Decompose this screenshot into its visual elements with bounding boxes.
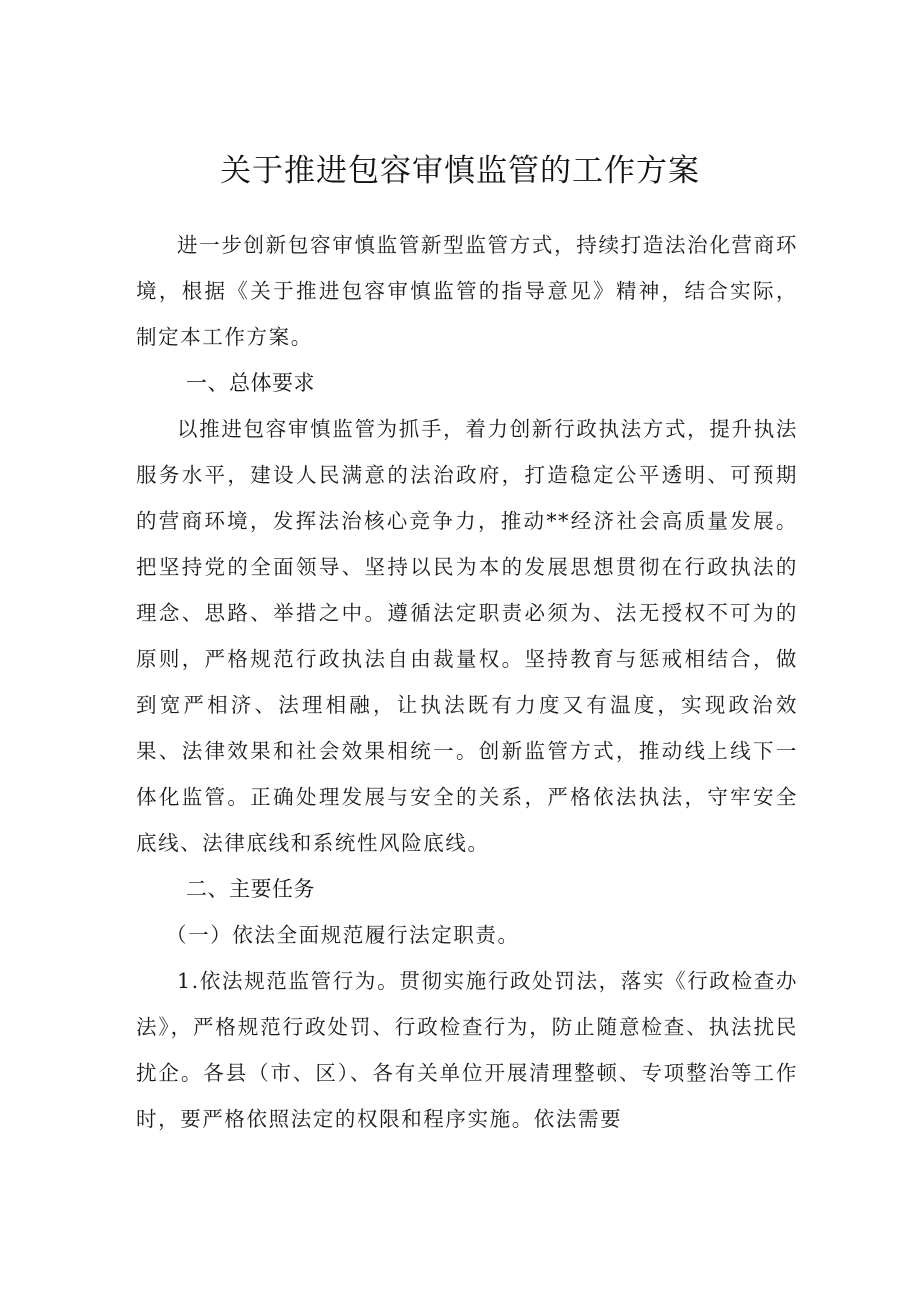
document-body — [136, 222, 798, 1142]
section-2-item-1: 1.依法规范监管行为。贯彻实施行政处罚法，落实《行政检查办法》，严格规范行政处罚、行政检查行为，防止随意检查、执法扰民扰企。各县（市、区）、各有关单位开展清理整顿、专项整治等工作时，要严格依照法定的权限和程序实施。依法需要 — [136, 969, 798, 1131]
document-title: 关于推进包容审慎监管的工作方案 — [220, 153, 700, 189]
section-1-heading: 一、总体要求 — [186, 371, 315, 395]
section-1-paragraph: 以推进包容审慎监管为抓手，着力创新行政执法方式，提升执法服务水平，建设人民满意的法治政府，打造稳定公平透明、可预期的营商环境，发挥法治核心竞争力，推动**经济社会高质量发展。把坚持党的全面领导、坚持以民为本的发展思想贯彻在行政执法的理念、思路、举措之中。遵循法定职责必须为、法无授权不可为的原则，严格规范行政执法自由裁量权。坚持教育与惩戒相结合，做到宽严相济、法理相融，让执法既有力度又有温度，实现政治效果、法律效果和社会效果相统一。创新监管方式，推动线上线下一体化监管。正确处理发展与安全的关系，严格依法执法，守牢安全底线、法律底线和系统性风险底线。 — [136, 417, 798, 855]
section-2-heading: 二、主要任务 — [186, 877, 315, 901]
intro-paragraph: 进一步创新包容审慎监管新型监管方式，持续打造法治化营商环境，根据《关于推进包容审慎监管的指导意见》精神，结合实际，制定本工作方案。 — [136, 233, 798, 349]
section-2-subheading: （一）依法全面规范履行法定职责。 — [166, 923, 520, 947]
